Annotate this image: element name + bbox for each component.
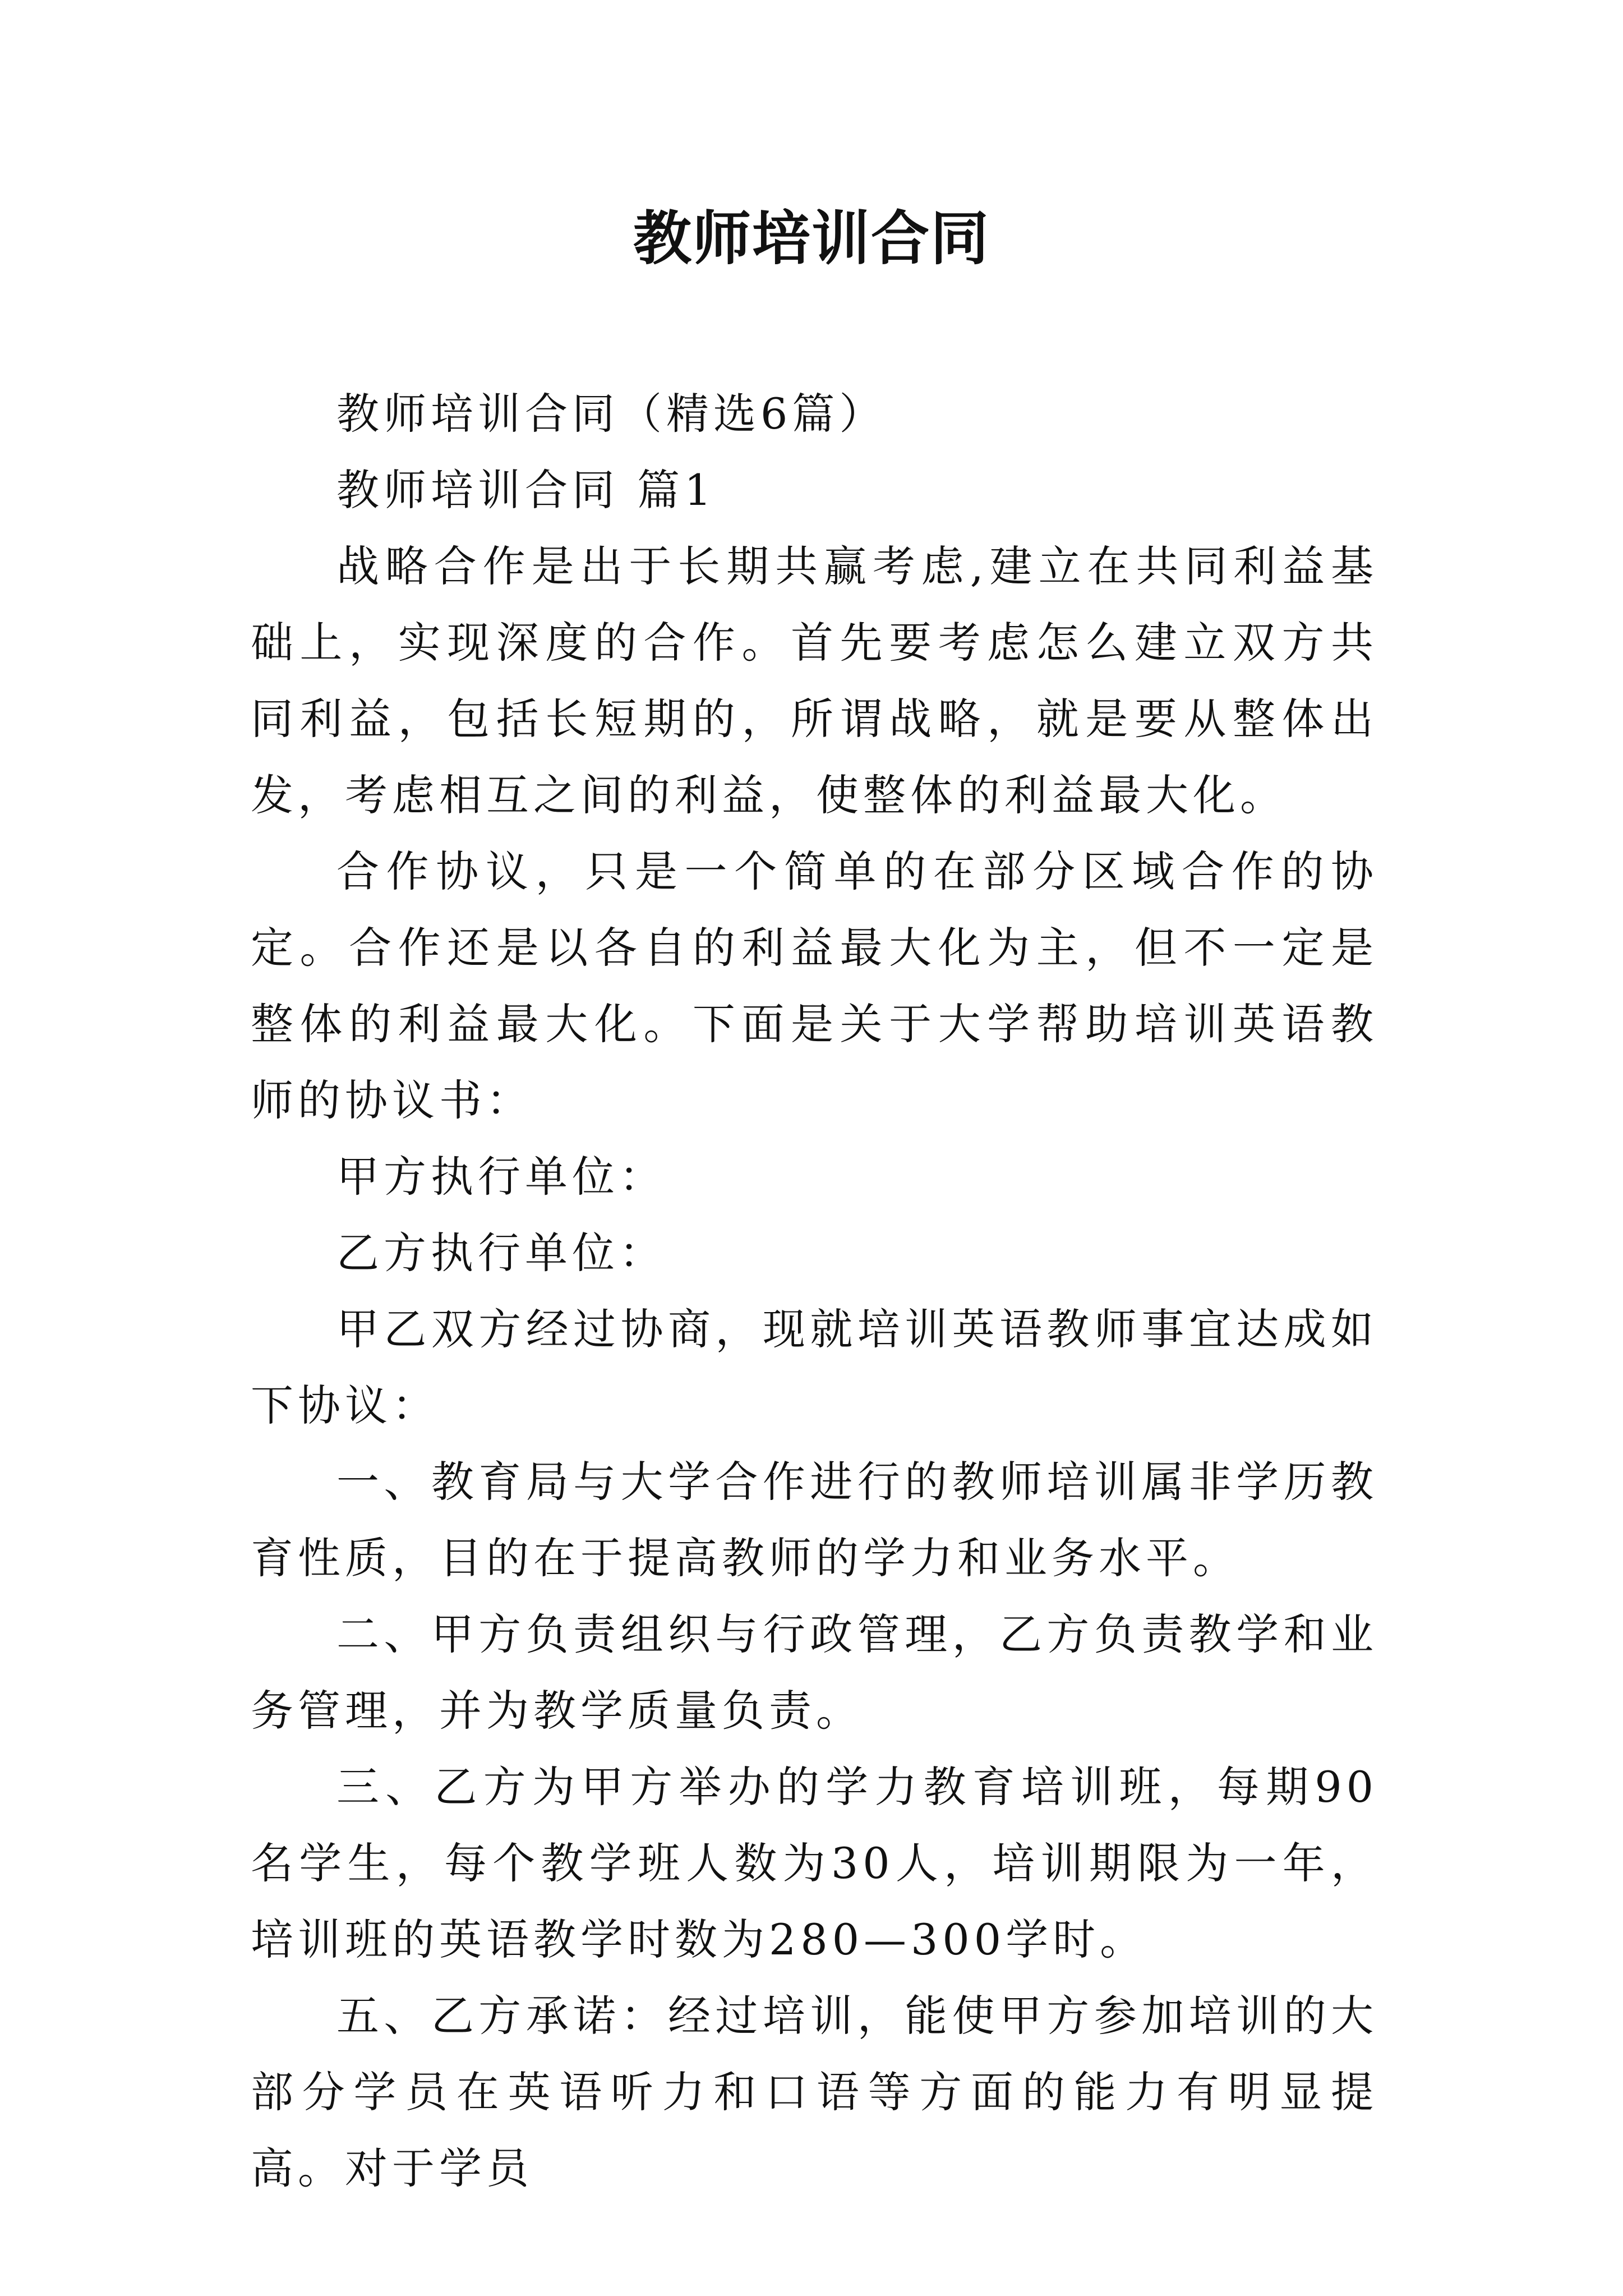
party-a-line: 甲方执行单位： [336, 1152, 666, 1202]
subtitle-paragraph: 教师培训合同（精选6篇） [336, 389, 887, 439]
clause-paragraph: 一、教育局与大学合作进行的教师培训属非学历教育性质，目的在于提高教师的学力和业务水平。 [251, 1457, 1378, 1583]
party-b-line: 乙方执行单位： [336, 1228, 666, 1278]
section-heading: 教师培训合同 篇1 [336, 465, 716, 515]
clause-paragraph: 三、乙方为甲方举办的学力教育培训班，每期90名学生，每个教学班人数为30人，培训期限为一年，培训班的英语教学时数为280—300学时。 [251, 1762, 1378, 1964]
document-title: 教师培训合同 [633, 204, 990, 273]
clause-paragraph: 五、乙方承诺：经过培训，能使甲方参加培训的大部分学员在英语听力和口语等方面的能力有明显提高。对于学员 [251, 1991, 1378, 2193]
clause-paragraph: 二、甲方负责组织与行政管理，乙方负责教学和业务管理，并为教学质量负责。 [251, 1609, 1378, 1736]
body-paragraph: 合作协议，只是一个简单的在部分区域合作的协定。合作还是以各自的利益最大化为主，但不一定是整体的利益最大化。下面是关于大学帮助培训英语教师的协议书： [251, 846, 1378, 1125]
body-paragraph: 战略合作是出于长期共赢考虑,建立在共同利益基础上，实现深度的合作。首先要考虑怎么建立双方共同利益，包括长短期的，所谓战略，就是要从整体出发，考虑相互之间的利益，使整体的利益最大化。 [251, 541, 1378, 820]
document-body [251, 376, 1378, 2207]
body-paragraph: 甲乙双方经过协商，现就培训英语教师事宜达成如下协议： [251, 1304, 1378, 1430]
